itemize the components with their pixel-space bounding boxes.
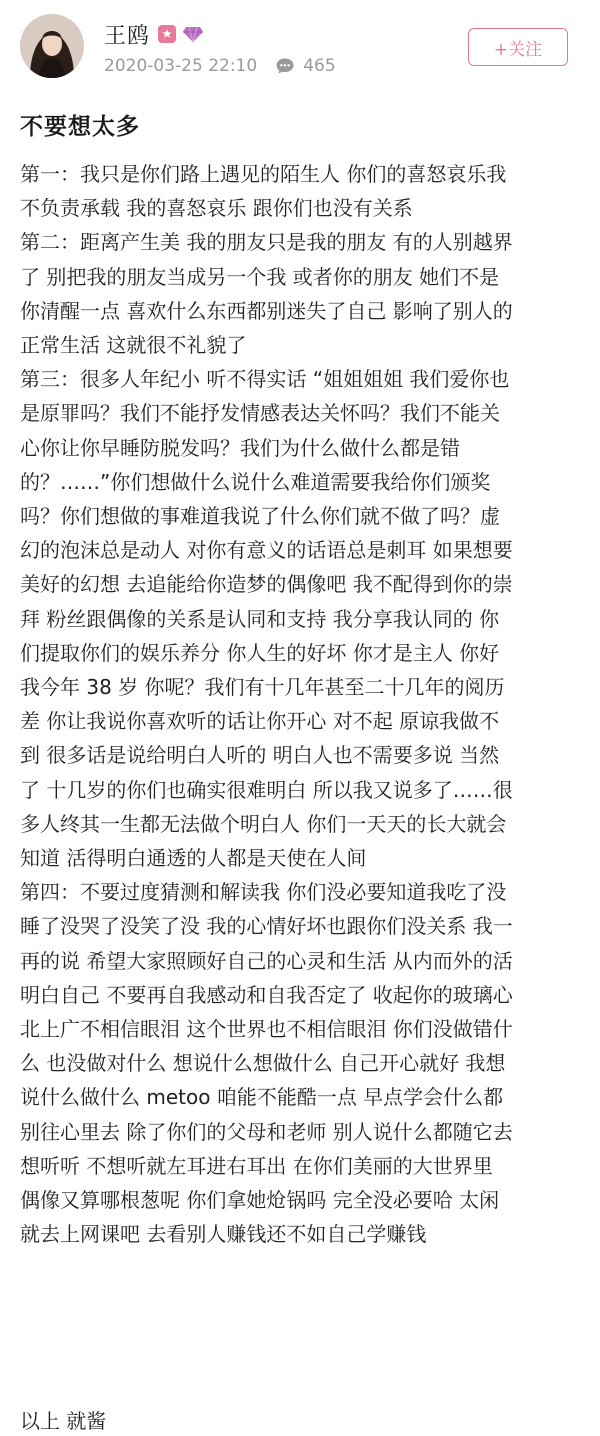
- post-body-line: 幻的泡沫总是动人 对你有意义的话语总是刺耳 如果想要: [20, 538, 513, 563]
- post-timestamp: 2020-03-25 22:10: [104, 56, 258, 76]
- comment-icon[interactable]: [275, 57, 295, 75]
- post-body-line: 差 你让我说你喜欢听的话让你开心 对不起 原谅我做不: [20, 709, 500, 734]
- post-body-line: 不负责承载 我的喜怒哀乐 跟你们也没有关系: [20, 196, 413, 221]
- post-body-line: 睡了没哭了没笑了没 我的心情好坏也跟你们没关系 我一: [20, 914, 513, 939]
- comment-count[interactable]: 465: [303, 56, 336, 76]
- post-body-line: 拜 粉丝跟偶像的关系是认同和支持 我分享我认同的 你: [20, 606, 500, 631]
- post-body-line: 了 别把我的朋友当成另一个我 或者你的朋友 她们不是: [20, 264, 500, 289]
- post-body-line: 吗？你们想做的事难道我说了什么你们就不做了吗？虚: [20, 504, 500, 529]
- post-body-lines: [20, 157, 582, 1252]
- post-body-line: 第三：很多人年纪小 听不得实话 “姐姐姐姐 我们爱你也: [20, 367, 510, 392]
- post-body-line: 是原罪吗？我们不能抒发情感表达关怀吗？我们不能关: [20, 401, 500, 426]
- post-body-line: 说什么做什么 metoo 咱能不能酷一点 早点学会什么都: [20, 1085, 504, 1110]
- post-body-line: 心你让你早睡防脱发吗？我们为什么做什么都是错: [20, 435, 460, 460]
- post-body: [20, 157, 582, 1252]
- post-header: [0, 0, 600, 100]
- post-body-line: 别往心里去 除了你们的父母和老师 别人说什么都随它去: [20, 1119, 513, 1144]
- post-body-line: 北上广不相信眼泪 这个世界也不相信眼泪 你们没做错什: [20, 1017, 513, 1042]
- post-body-line: 知道 活得明白通透的人都是天使在人间: [20, 846, 367, 871]
- avatar[interactable]: [20, 14, 84, 78]
- post-body-line: 美好的幻想 去追能给你造梦的偶像吧 我不配得到你的崇: [20, 572, 513, 597]
- post-body-line: 再的说 希望大家照顾好自己的心灵和生活 从内而外的活: [20, 948, 513, 973]
- follow-button[interactable]: +关注: [468, 28, 568, 66]
- post-body-line: 就去上网课吧 去看别人赚钱还不如自己学赚钱: [20, 1222, 427, 1247]
- post-body-line: 了 十几岁的你们也确实很难明白 所以我又说多了……很: [20, 777, 513, 802]
- post-body-line: 的？……”你们想做什么说什么难道需要我给你们颁奖: [20, 469, 491, 494]
- meta-row: [104, 56, 336, 76]
- post-closing: 以上 就酱: [20, 1409, 107, 1433]
- post-body-line: 第四：不要过度猜测和解读我 你们没必要知道我吃了没: [20, 880, 507, 905]
- post-body-line: 你清醒一点 喜欢什么东西都别迷失了自己 影响了别人的: [20, 298, 513, 323]
- post-body-line: 第二：距离产生美 我的朋友只是我的朋友 有的人别越界: [20, 230, 513, 255]
- post-body-line: 想听听 不想听就左耳进右耳出 在你们美丽的大世界里: [20, 1153, 493, 1178]
- post-body-line: 第一：我只是你们路上遇见的陌生人 你们的喜怒哀乐我: [20, 162, 507, 186]
- post-body-line: 们提取你们的娱乐养分 你人生的好坏 你才是主人 你好: [20, 640, 500, 665]
- post-body-line: 多人终其一生都无法做个明白人 你们一天天的长大就会: [20, 811, 507, 836]
- gem-badge-icon: [182, 25, 204, 43]
- post-title: 不要想太多: [20, 114, 140, 140]
- author-name[interactable]: 王鸥: [104, 23, 151, 49]
- post-body-line: 偶像又算哪根葱呢 你们拿她炝锅吗 完全没必要哈 太闲: [20, 1188, 500, 1213]
- author-row: [104, 18, 204, 50]
- vip-v-badge-icon: [158, 25, 176, 43]
- avatar-image: [20, 14, 84, 78]
- post-body-line: 我今年 38 岁 你呢？我们有十几年甚至二十几年的阅历: [20, 675, 505, 700]
- post-body-line: 么 也没做对什么 想说什么想做什么 自己开心就好 我想: [20, 1051, 506, 1076]
- post-body-line: 到 很多话是说给明白人听的 明白人也不需要多说 当然: [20, 743, 500, 768]
- post-body-line: 明白自己 不要再自我感动和自我否定了 收起你的玻璃心: [20, 982, 513, 1007]
- post-body-line: 正常生活 这就很不礼貌了: [20, 333, 247, 358]
